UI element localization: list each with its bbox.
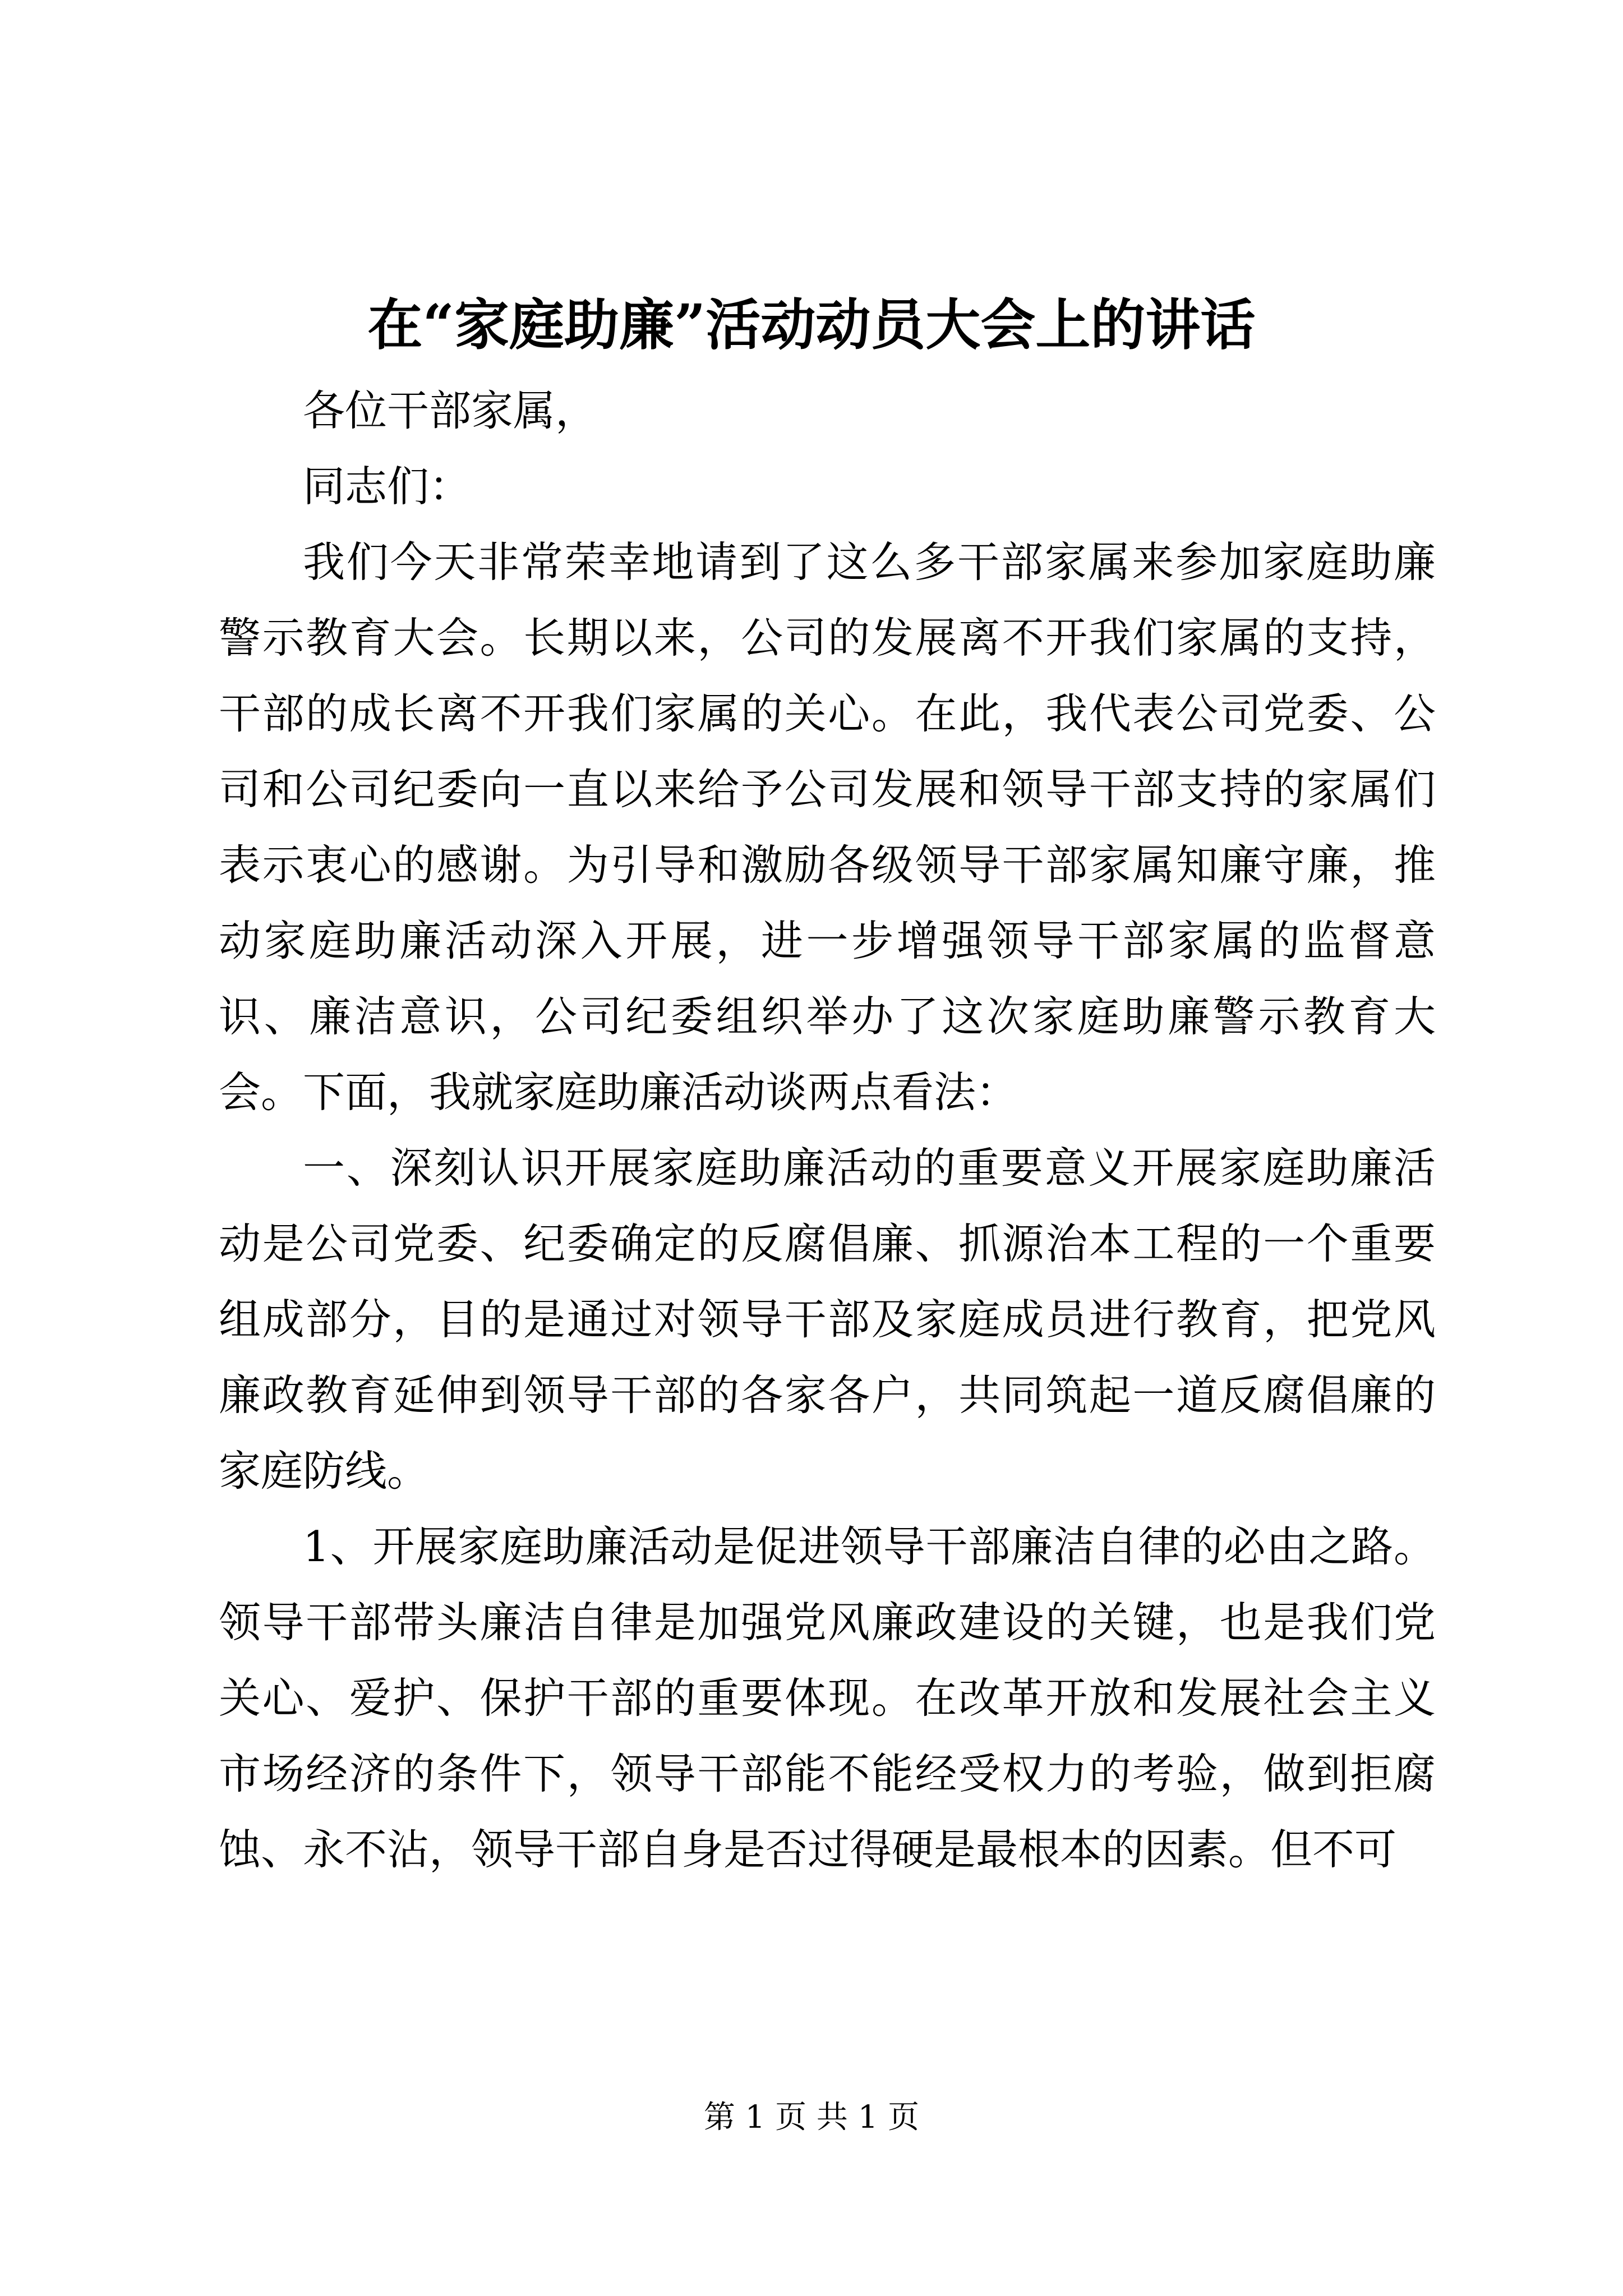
salutation-cadre-families: 各位干部家属， [303,386,598,435]
paragraph-section-one: 一、深刻认识开展家庭助廉活动的重要意义开展家庭助廉活动是公司党委、纪委确定的反腐倡廉、抓源治本工程的一个重要组成部分，目的是通过对领导干部及家庭成员进行教育，把党风廉政教育延伸到领导干部的各家各户，共同筑起一道反腐倡廉的家庭防线。 [219,1143,1436,1496]
document-body [219,373,1436,1888]
document-title: 在“家庭助廉”活动动员大会上的讲话 [367,293,1256,357]
page-number-footer: 第 1 页 共 1 页 [703,2099,920,2136]
paragraph-intro: 我们今天非常荣幸地请到了这么多干部家属来参加家庭助廉警示教育大会。长期以来，公司的发展离不开我们家属的支持，干部的成长离不开我们家属的关心。在此，我代表公司党委、公司和公司纪委向一直以来给予公司发展和领导干部支持的家属们表示衷心的感谢。为引导和激励各级领导干部家属知廉守廉，推动家庭助廉活动深入开展，进一步增强领导干部家属的监督意识、廉洁意识，公司纪委组织举办了这次家庭助廉警示教育大会。下面，我就家庭助廉活动谈两点看法： [219,537,1436,1117]
paragraph-point-one: 1、开展家庭助廉活动是促进领导干部廉洁自律的必由之路。领导干部带头廉洁自律是加强党风廉政建设的关键，也是我们党关心、爱护、保护干部的重要体现。在改革开放和发展社会主义市场经济的条件下，领导干部能不能经受权力的考验，做到拒腐蚀、永不沾，领导干部自身是否过得硬是最根本的因素。但不可 [219,1522,1436,1874]
salutation-comrades: 同志们： [303,462,472,511]
